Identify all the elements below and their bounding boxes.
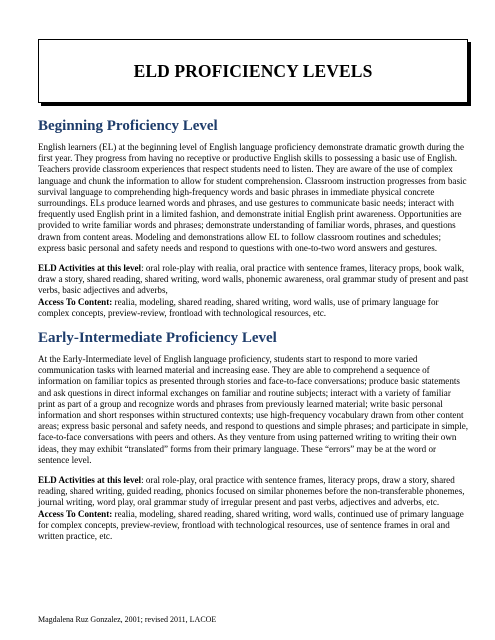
document-content (38, 117, 469, 542)
section-heading-early-intermediate: Early-Intermediate Proficiency Level (38, 330, 277, 347)
access-text: realia, modeling, shared reading, shared writing, word walls, continued use of primary language for complex concepts, preview-review, frontload with technological resources, use of sentence frames in oral and written practice, etc. (38, 508, 464, 542)
title-box (38, 39, 468, 103)
page-title: ELD PROFICIENCY LEVELS (133, 60, 373, 81)
activities-text: : oral role-play, oral practice with sentence frames, literacy props, draw a story, shared reading, shared writing, guided reading, phonics focused on similar phonemes before the non-transferable phonemes, journal writing, word play, oral grammar study of irregular present and past verbs, adjectives and adverbs, etc. (38, 475, 465, 508)
section-body-early-intermediate: At the Early-Intermediate level of English language proficiency, students start to respond to more varied communication tasks with learned material and increasing ease. They are able to comprehend a sequence of information on familiar topics as presented through stories and face-to-face conversations; produce basic statements and ask questions in direct informal exchanges on familiar and routine subjects; interact with a variety of familiar print as part of a group and recognize words and phrases from previously learned material; write basic personal information and short responses within structured contexts; use high-frequency vocabulary drawn from other content areas; express basic personal and safety needs, and respond to questions and simple phrases; and participate in simple, face-to-face conversations with peers and others. As they venture from using patterned writing to writing their own ideas, they may exhibit “translated” forms from their primary language. These “errors” may be at the word or sentence level. (38, 354, 469, 465)
activities-text: : oral role-play with realia, oral practice with sentence frames, literacy props, book walk, draw a story, shared reading, shared writing, word walls, phonemic awareness, oral grammar study of present and past verbs, basic adjectives and adverbs, (38, 263, 469, 296)
activities-paragraph-early-intermediate (38, 475, 469, 542)
activities-label: ELD Activities at this level (38, 475, 142, 486)
access-text: realia, modeling, shared reading, shared writing, word walls, use of primary language for complex concepts, preview-review, frontload with technological resources, etc. (38, 296, 439, 318)
section-heading-beginning: Beginning Proficiency Level (38, 118, 218, 134)
access-label: Access To Content: (38, 296, 113, 307)
activities-label: ELD Activities at this level (38, 263, 142, 274)
activities-paragraph-beginning (38, 263, 469, 319)
access-label: Access To Content: (38, 508, 113, 519)
section-body-beginning: English learners (EL) at the beginning level of English language proficiency demonstrate dramatic growth during the first year. They progress from having no receptive or productive English skills to possessing a basic use of English. Teachers provide classroom experiences that respect students need to listen. They are aware of the use of complex language and chunk the information to allow for student comprehension. Classroom instruction progresses from basic survival language to comprehending high-frequency words and basic phrases in immediate physical concrete surroundings. ELs produce learned words and phrases, and use gestures to communicate basic needs; interact with frequently used English print in a limited fashion, and demonstrate initial English print awareness. Opportunities are provided to write familiar words and phrases; demonstrate understanding of familiar words, phrases, and questions drawn from content areas. Modeling and demonstrations allow EL to follow classroom routines and schedules; express basic personal and safety needs and respond to questions with one-to-two word answers and gestures. (38, 142, 467, 253)
page-footer: Magdalena Ruz Gonzalez, 2001; revised 2011, LACOE (38, 615, 217, 624)
